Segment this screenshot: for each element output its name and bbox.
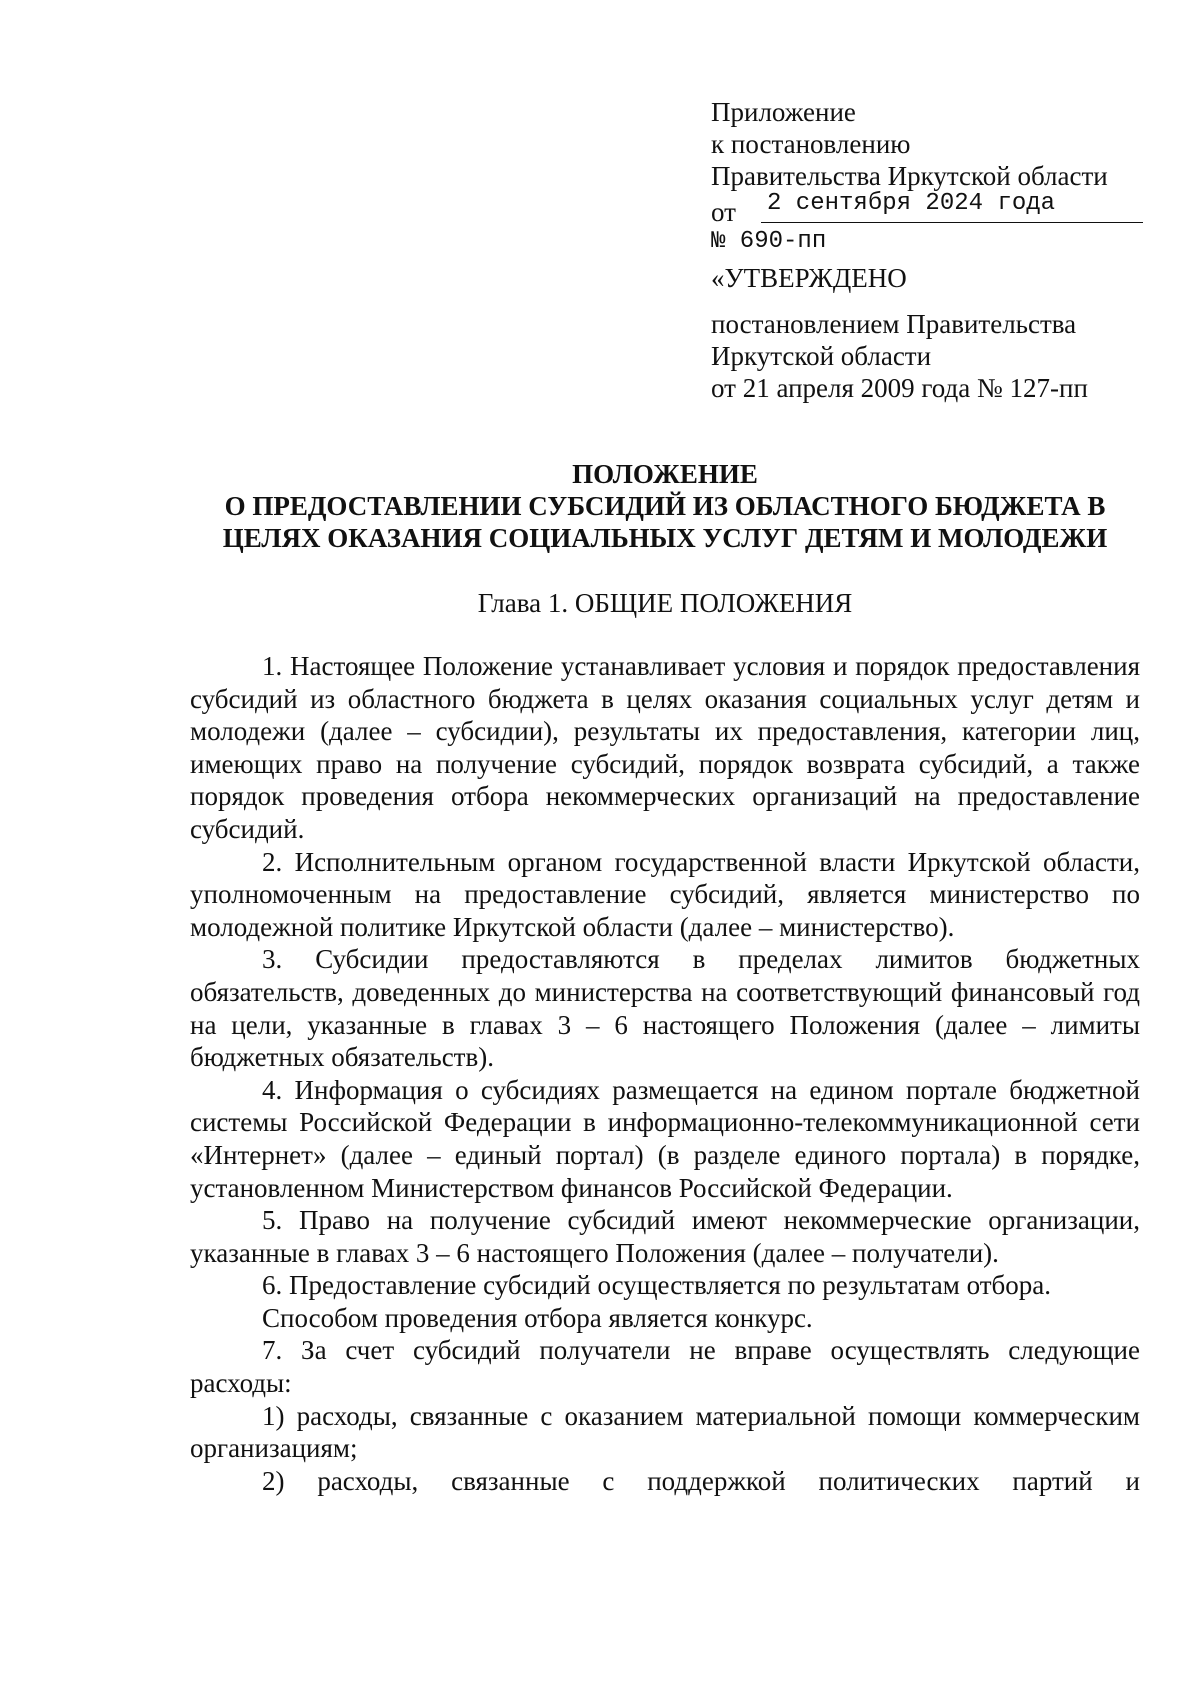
- approved-line-2: Иркутской области: [711, 341, 932, 371]
- appendix-line-1: Приложение: [711, 97, 856, 127]
- approval-stamp-text: [711, 262, 1161, 404]
- paragraph-2: 2. Исполнительным органом государственной власти Иркутской области, уполномоченным на предоставление субсидий, является министерство по молодежной политике Иркутской области (далее – министерство).: [190, 846, 1140, 942]
- paragraph-3: 3. Субсидии предоставляются в пределах лимитов бюджетных обязательств, доведенных до министерства на соответствующий финансовый год на цели, указанные в главах 3 – 6 настоящего Положения (далее – лимиты бюджетных обязательств).: [190, 944, 1140, 1073]
- approved-line-3: от 21 апреля 2009 года № 127-пп: [711, 373, 1088, 403]
- date-prefix: от: [711, 197, 736, 227]
- chapter-heading: Глава 1. ОБЩИЕ ПОЛОЖЕНИЯ: [477, 588, 853, 618]
- paragraph-7-item-1: 1) расходы, связанные с оказанием материальной помощи коммерческим организациям;: [190, 1400, 1140, 1464]
- paragraph-7-item-2: 2) расходы, связанные с поддержкой политических партий и: [262, 1465, 1140, 1496]
- paragraph-6-method: Способом проведения отбора является конкурс.: [262, 1302, 813, 1333]
- approved-heading: «УТВЕРЖДЕНО: [711, 263, 907, 293]
- paragraph-7: 7. За счет субсидий получатели не вправе осуществлять следующие расходы:: [190, 1335, 1140, 1399]
- paragraph-4: 4. Информация о субсидиях размещается на едином портале бюджетной системы Российской Федерации в информационно-телекоммуникационной сети «Интернет» (далее – единый портал) (в разделе единого портала) в порядке, установленном Министерством финансов Российской Федерации.: [190, 1074, 1140, 1203]
- decree-date: 2 сентября 2024 года: [767, 190, 1056, 217]
- appendix-line-3: Правительства Иркутской области: [711, 161, 1108, 191]
- paragraph-1: 1. Настоящее Положение устанавливает условия и порядок предоставления субсидий из областного бюджета в целях оказания социальных услуг детям и молодежи (далее – субсидии), результаты их предоставления, категории лиц, имеющих право на получение субсидий, порядок возврата субсидий, а также порядок проведения отбора некоммерческих организаций на предоставление субсидий.: [190, 651, 1140, 844]
- title-line-1: ПОЛОЖЕНИЕ: [572, 459, 758, 489]
- appendix-line-2: к постановлению: [711, 129, 911, 159]
- title-line-3: ЦЕЛЯХ ОКАЗАНИЯ СОЦИАЛЬНЫХ УСЛУГ ДЕТЯМ И МОЛОДЕЖИ: [222, 523, 1108, 553]
- appendix-header: [711, 96, 1151, 258]
- paragraph-6: 6. Предоставление субсидий осуществляется по результатам отбора.: [262, 1270, 1051, 1301]
- paragraph-5: 5. Право на получение субсидий имеют некоммерческие организации, указанные в главах 3 – 6 настоящего Положения (далее – получатели).: [190, 1205, 1140, 1268]
- decree-number: № 690-пп: [711, 228, 827, 255]
- date-underline: [761, 222, 1143, 223]
- appendix-date-row: [711, 190, 1151, 227]
- title-line-2: О ПРЕДОСТАВЛЕНИИ СУБСИДИЙ ИЗ ОБЛАСТНОГО БЮДЖЕТА В: [224, 491, 1106, 521]
- approved-line-1: постановлением Правительства: [711, 309, 1077, 339]
- document-body: [190, 650, 1140, 1497]
- document-title: [190, 458, 1140, 554]
